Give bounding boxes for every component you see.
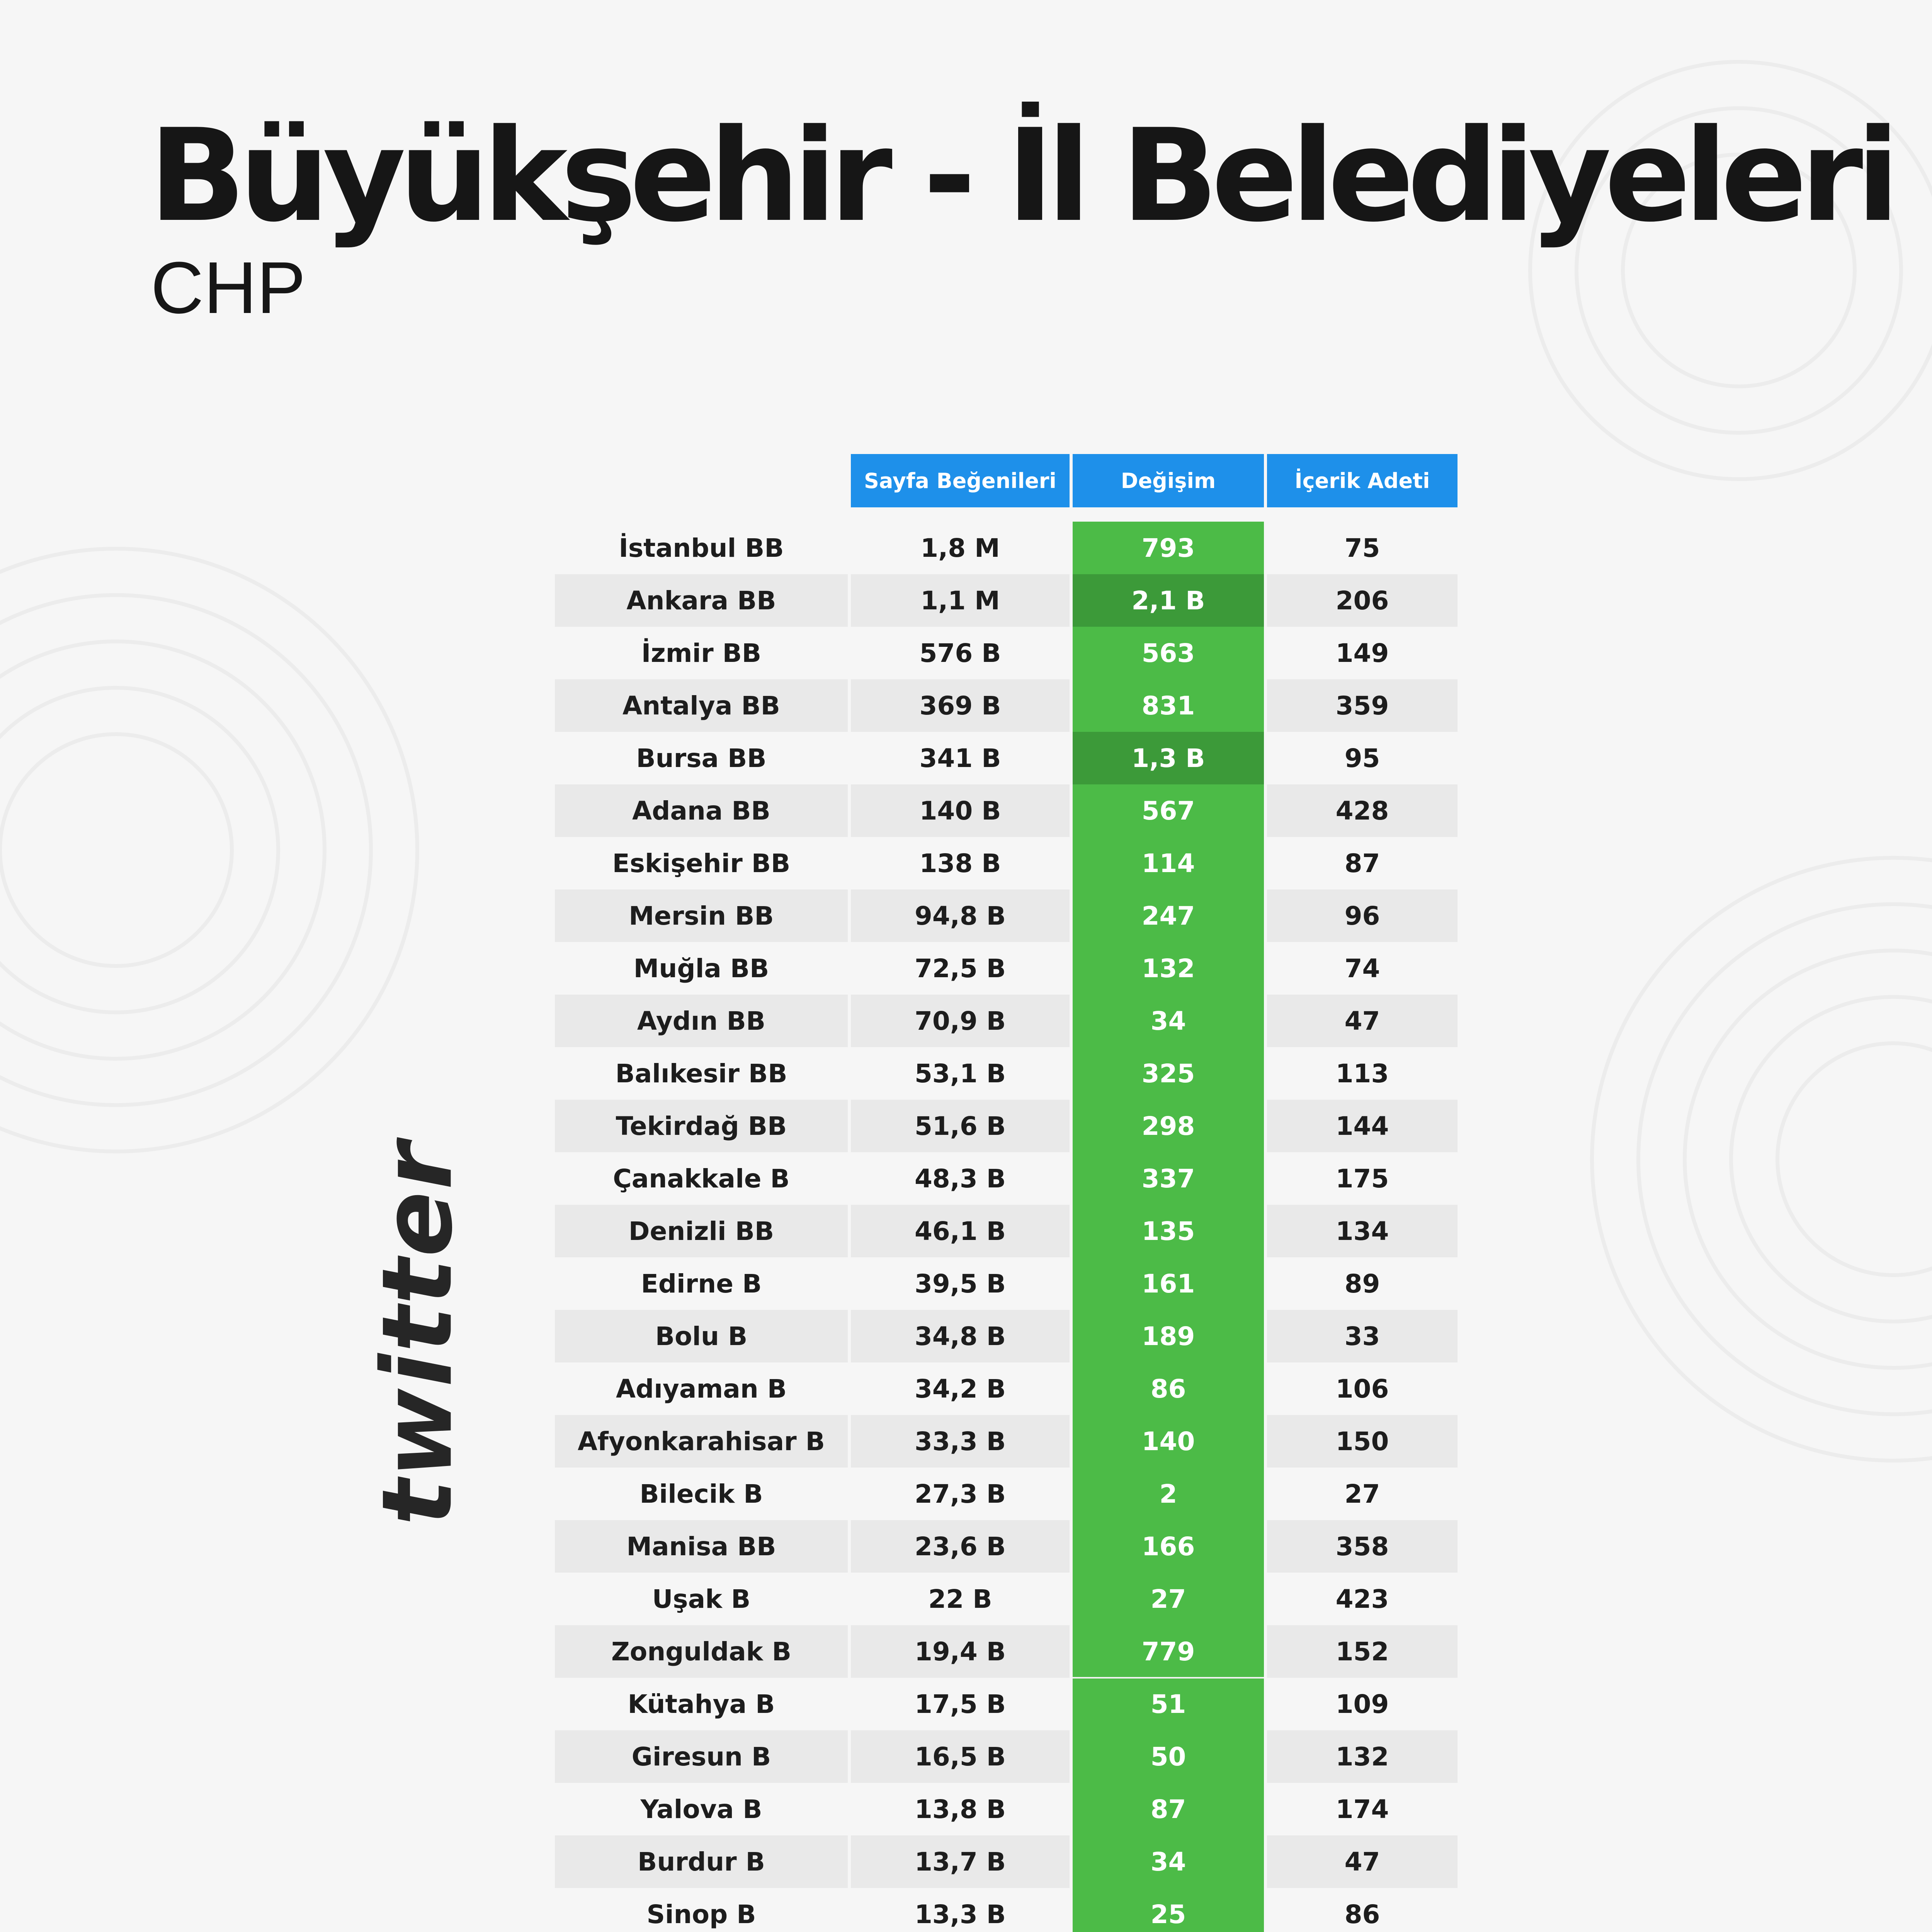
cell-name: Yalova B bbox=[640, 1794, 762, 1824]
cell-name: Zonguldak B bbox=[611, 1636, 791, 1667]
cell-content: 106 bbox=[1335, 1374, 1389, 1404]
cell-name: Antalya BB bbox=[622, 690, 780, 721]
cell-change: 114 bbox=[1141, 848, 1195, 878]
cell-change: 140 bbox=[1141, 1426, 1195, 1456]
cell-change: 25 bbox=[1150, 1899, 1186, 1929]
table-row bbox=[555, 679, 1458, 732]
cell-likes: 22 B bbox=[928, 1584, 992, 1614]
cell-change: 337 bbox=[1141, 1163, 1195, 1194]
cell-content: 359 bbox=[1335, 690, 1389, 721]
cell-name: İstanbul BB bbox=[619, 533, 784, 563]
cell-likes: 94,8 B bbox=[914, 901, 1006, 931]
cell-change: 779 bbox=[1141, 1636, 1195, 1667]
cell-likes: 19,4 B bbox=[914, 1636, 1006, 1667]
cell-name: Bilecik B bbox=[639, 1479, 763, 1509]
cell-change: 132 bbox=[1141, 953, 1195, 983]
cell-content: 47 bbox=[1344, 1847, 1380, 1877]
cell-name: Mersin BB bbox=[629, 901, 774, 931]
table-row bbox=[555, 1625, 1458, 1678]
cell-change: 189 bbox=[1141, 1321, 1195, 1351]
cell-change: 161 bbox=[1141, 1269, 1195, 1299]
cell-name: Denizli BB bbox=[628, 1216, 774, 1246]
table-row bbox=[555, 784, 1458, 837]
cell-name: Afyonkarahisar B bbox=[578, 1426, 825, 1456]
table-row bbox=[555, 1468, 1458, 1520]
cell-likes: 341 B bbox=[919, 743, 1001, 773]
cell-change: 1,3 B bbox=[1131, 743, 1205, 773]
cell-change: 2 bbox=[1159, 1479, 1177, 1509]
table-row bbox=[555, 889, 1458, 942]
cell-content: 86 bbox=[1344, 1899, 1380, 1929]
table-row bbox=[555, 1678, 1458, 1730]
cell-change: 50 bbox=[1150, 1742, 1186, 1772]
cell-likes: 51,6 B bbox=[914, 1111, 1006, 1141]
cell-name: Sinop B bbox=[646, 1899, 756, 1929]
cell-change: 793 bbox=[1141, 533, 1195, 563]
cell-content: 75 bbox=[1344, 533, 1380, 563]
cell-likes: 46,1 B bbox=[914, 1216, 1006, 1246]
cell-change: 567 bbox=[1141, 796, 1195, 826]
table-row bbox=[555, 1783, 1458, 1835]
cell-change: 166 bbox=[1141, 1531, 1195, 1561]
cell-name: Çanakkale B bbox=[613, 1163, 790, 1194]
header-change: Değişim bbox=[1073, 454, 1264, 507]
cell-change: 34 bbox=[1150, 1006, 1186, 1036]
cell-content: 89 bbox=[1344, 1269, 1380, 1299]
table-row bbox=[555, 1310, 1458, 1362]
cell-change: 51 bbox=[1150, 1689, 1186, 1719]
cell-change: 34 bbox=[1150, 1847, 1186, 1877]
cell-likes: 27,3 B bbox=[914, 1479, 1006, 1509]
cell-name: Manisa BB bbox=[626, 1531, 776, 1561]
cell-change: 298 bbox=[1141, 1111, 1195, 1141]
cell-likes: 33,3 B bbox=[914, 1426, 1006, 1456]
cell-content: 206 bbox=[1335, 585, 1389, 616]
cell-change: 27 bbox=[1150, 1584, 1186, 1614]
cell-likes: 16,5 B bbox=[914, 1742, 1006, 1772]
cell-name: Edirne B bbox=[641, 1269, 762, 1299]
table-row bbox=[555, 1257, 1458, 1310]
cell-likes: 48,3 B bbox=[914, 1163, 1006, 1194]
table-row bbox=[555, 1520, 1458, 1573]
cell-content: 134 bbox=[1335, 1216, 1389, 1246]
cell-content: 109 bbox=[1335, 1689, 1389, 1719]
table-row bbox=[555, 1573, 1458, 1625]
table-row bbox=[555, 1362, 1458, 1415]
cell-likes: 138 B bbox=[919, 848, 1001, 878]
cell-name: Aydın BB bbox=[637, 1006, 766, 1036]
cell-content: 113 bbox=[1335, 1058, 1389, 1088]
cell-name: Balıkesir BB bbox=[615, 1058, 787, 1088]
cell-content: 358 bbox=[1335, 1531, 1389, 1561]
cell-change: 87 bbox=[1150, 1794, 1186, 1824]
table-row bbox=[555, 732, 1458, 784]
cell-content: 27 bbox=[1344, 1479, 1380, 1509]
table-row bbox=[555, 1730, 1458, 1783]
cell-content: 47 bbox=[1344, 1006, 1380, 1036]
cell-content: 428 bbox=[1335, 796, 1389, 826]
cell-name: Eskişehir BB bbox=[612, 848, 791, 878]
cell-likes: 1,8 M bbox=[920, 533, 1000, 563]
cell-content: 423 bbox=[1335, 1584, 1389, 1614]
cell-likes: 23,6 B bbox=[914, 1531, 1006, 1561]
table-row bbox=[555, 837, 1458, 889]
cell-name: Giresun B bbox=[631, 1742, 771, 1772]
cell-name: Adıyaman B bbox=[616, 1374, 787, 1404]
table-row bbox=[555, 1415, 1458, 1468]
table-row bbox=[555, 1205, 1458, 1257]
header-likes: Sayfa Beğenileri bbox=[851, 454, 1070, 507]
table-row bbox=[555, 1835, 1458, 1888]
cell-change: 831 bbox=[1141, 690, 1195, 721]
cell-content: 132 bbox=[1335, 1742, 1389, 1772]
cell-change: 135 bbox=[1141, 1216, 1195, 1246]
page-title: Büyükşehir - İl Belediyeleri bbox=[149, 102, 1893, 250]
cell-likes: 34,2 B bbox=[914, 1374, 1006, 1404]
cell-name: Uşak B bbox=[652, 1584, 751, 1614]
cell-content: 152 bbox=[1335, 1636, 1389, 1667]
cell-content: 95 bbox=[1344, 743, 1380, 773]
cell-name: Kütahya B bbox=[628, 1689, 775, 1719]
cell-likes: 576 B bbox=[919, 638, 1001, 668]
table-row bbox=[555, 574, 1458, 627]
cell-likes: 39,5 B bbox=[914, 1269, 1006, 1299]
table-row bbox=[555, 1100, 1458, 1152]
cell-name: İzmir BB bbox=[641, 638, 762, 668]
table-row bbox=[555, 627, 1458, 679]
table-row bbox=[555, 1047, 1458, 1100]
cell-change: 247 bbox=[1141, 901, 1195, 931]
table-row bbox=[555, 1888, 1458, 1932]
cell-name: Burdur B bbox=[638, 1847, 765, 1877]
page-subtitle: CHP bbox=[151, 247, 306, 329]
table-row bbox=[555, 942, 1458, 995]
cell-likes: 13,7 B bbox=[914, 1847, 1006, 1877]
cell-likes: 17,5 B bbox=[914, 1689, 1006, 1719]
cell-likes: 13,3 B bbox=[914, 1899, 1006, 1929]
cell-likes: 72,5 B bbox=[914, 953, 1006, 983]
cell-name: Adana BB bbox=[632, 796, 770, 826]
cell-name: Bursa BB bbox=[636, 743, 767, 773]
cell-name: Bolu B bbox=[655, 1321, 748, 1351]
cell-likes: 369 B bbox=[919, 690, 1001, 721]
table-row bbox=[555, 1152, 1458, 1205]
table-row bbox=[555, 995, 1458, 1047]
table-row bbox=[555, 522, 1458, 574]
cell-content: 74 bbox=[1344, 953, 1380, 983]
cell-content: 149 bbox=[1335, 638, 1389, 668]
cell-name: Tekirdağ BB bbox=[616, 1111, 787, 1141]
cell-content: 144 bbox=[1335, 1111, 1389, 1141]
platform-label-text: twitter bbox=[361, 1140, 474, 1526]
cell-likes: 140 B bbox=[919, 796, 1001, 826]
cell-content: 87 bbox=[1344, 848, 1380, 878]
header-content: İçerik Adeti bbox=[1267, 454, 1458, 507]
cell-likes: 53,1 B bbox=[914, 1058, 1006, 1088]
cell-content: 150 bbox=[1335, 1426, 1389, 1456]
cell-likes: 1,1 M bbox=[920, 585, 1000, 616]
cell-likes: 70,9 B bbox=[914, 1006, 1006, 1036]
cell-content: 174 bbox=[1335, 1794, 1389, 1824]
cell-change: 325 bbox=[1141, 1058, 1195, 1088]
cell-content: 96 bbox=[1344, 901, 1380, 931]
cell-change: 2,1 B bbox=[1131, 585, 1205, 616]
cell-content: 175 bbox=[1335, 1163, 1389, 1194]
cell-change: 86 bbox=[1150, 1374, 1186, 1404]
cell-change: 563 bbox=[1141, 638, 1195, 668]
cell-name: Muğla BB bbox=[633, 953, 769, 983]
cell-likes: 34,8 B bbox=[914, 1321, 1006, 1351]
cell-content: 33 bbox=[1344, 1321, 1380, 1351]
cell-likes: 13,8 B bbox=[914, 1794, 1006, 1824]
cell-name: Ankara BB bbox=[626, 585, 776, 616]
